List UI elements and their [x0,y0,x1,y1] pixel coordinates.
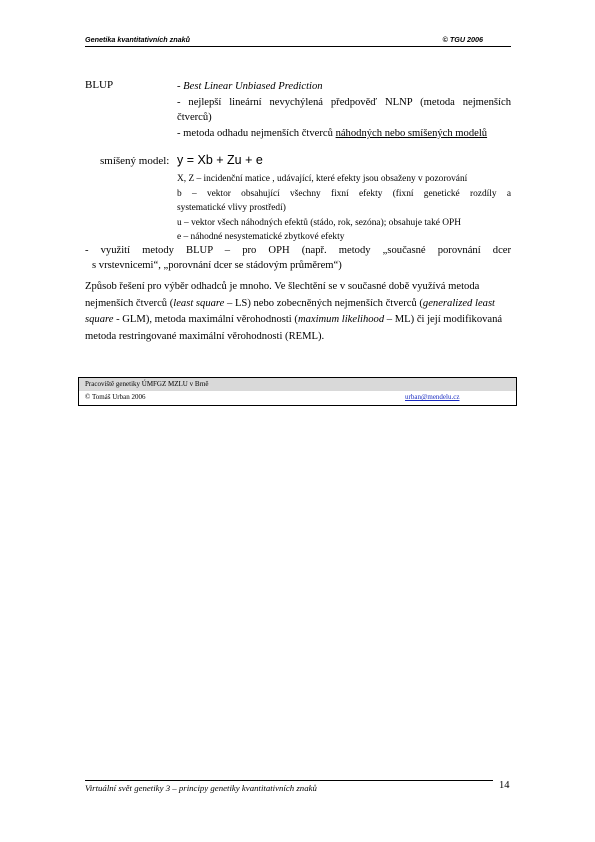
info-box [78,377,517,406]
random-mixed-models-text: náhodných nebo smíšených modelů [335,127,488,139]
email-link[interactable]: urban@mendelu.cz [405,393,460,401]
footer-divider [85,780,493,781]
page-number: 14 [499,780,510,791]
blup-expansion: - Best Linear Unbiased Prediction [177,81,323,92]
blup-definitions [177,79,511,141]
blup-term: BLUP [85,79,114,91]
term-least-square: least square [173,297,225,309]
department-text: Pracoviště genetiky ÚMFGZ MZLU v Brně [85,380,209,388]
blup-definition-2: - metoda odhadu nejmenších čtverců náhodných nebo smíšených modelů [177,127,488,139]
var-u: u – vektor všech náhodných efektů (stádo, rok, sezóna); obsahuje také OPH [177,217,462,228]
blup-definition-1: - nejlepší lineární nevychýlená předpověď NLNP (metoda nejmenších čtverců) [177,96,511,124]
usage-line-2: s vrstevnicemi“, „porovnání dcer se stádovým průměrem“) [92,260,342,271]
mixed-model-equation: y = Xb + Zu + e [177,153,263,167]
page-header [85,35,511,47]
header-copyright: © TGU 2006 [442,35,483,44]
var-b: b – vektor obsahující všechny fixní efekty (fixní genetické rozdíly a [177,188,511,199]
author-copyright: © Tomáš Urban 2006 [85,393,146,401]
model-variables [177,172,511,245]
term-generalized-least-square: generalized least square [85,297,496,326]
header-title: Genetika kvantitativních znaků [85,35,191,44]
mixed-model-label: smíšený model: [100,155,170,167]
estimators-paragraph: Způsob řešení pro výběr odhadců je mnoho. Ve šlechtění se v současné době využívá metoda nejmenších čtverců (least square – LS) nebo zobecněných nejmenších čtverců (generalized least square - GLM), metoda maximální věrohodnosti (maximum likelihood – ML) či její modifikovaná metoda restringované maximální věrohodnosti (REML). [85,281,503,343]
var-b-cont: systematické vlivy prostředí) [177,203,286,213]
var-e: e – náhodné nesystematické zbytkové efekty [177,232,345,242]
var-xz: X, Z – incidenční matice , udávající, které efekty jsou obsaženy v pozorování [177,174,468,184]
usage-line-1: - využití metody BLUP – pro OPH (např. metody „současné porovnání dcer [85,245,511,256]
footer-title: Virtuální svět genetiky 3 – principy genetiky kvantitativních znaků [85,783,317,793]
term-maximum-likelihood: maximum likelihood [297,314,385,326]
blup-usage [85,243,511,273]
